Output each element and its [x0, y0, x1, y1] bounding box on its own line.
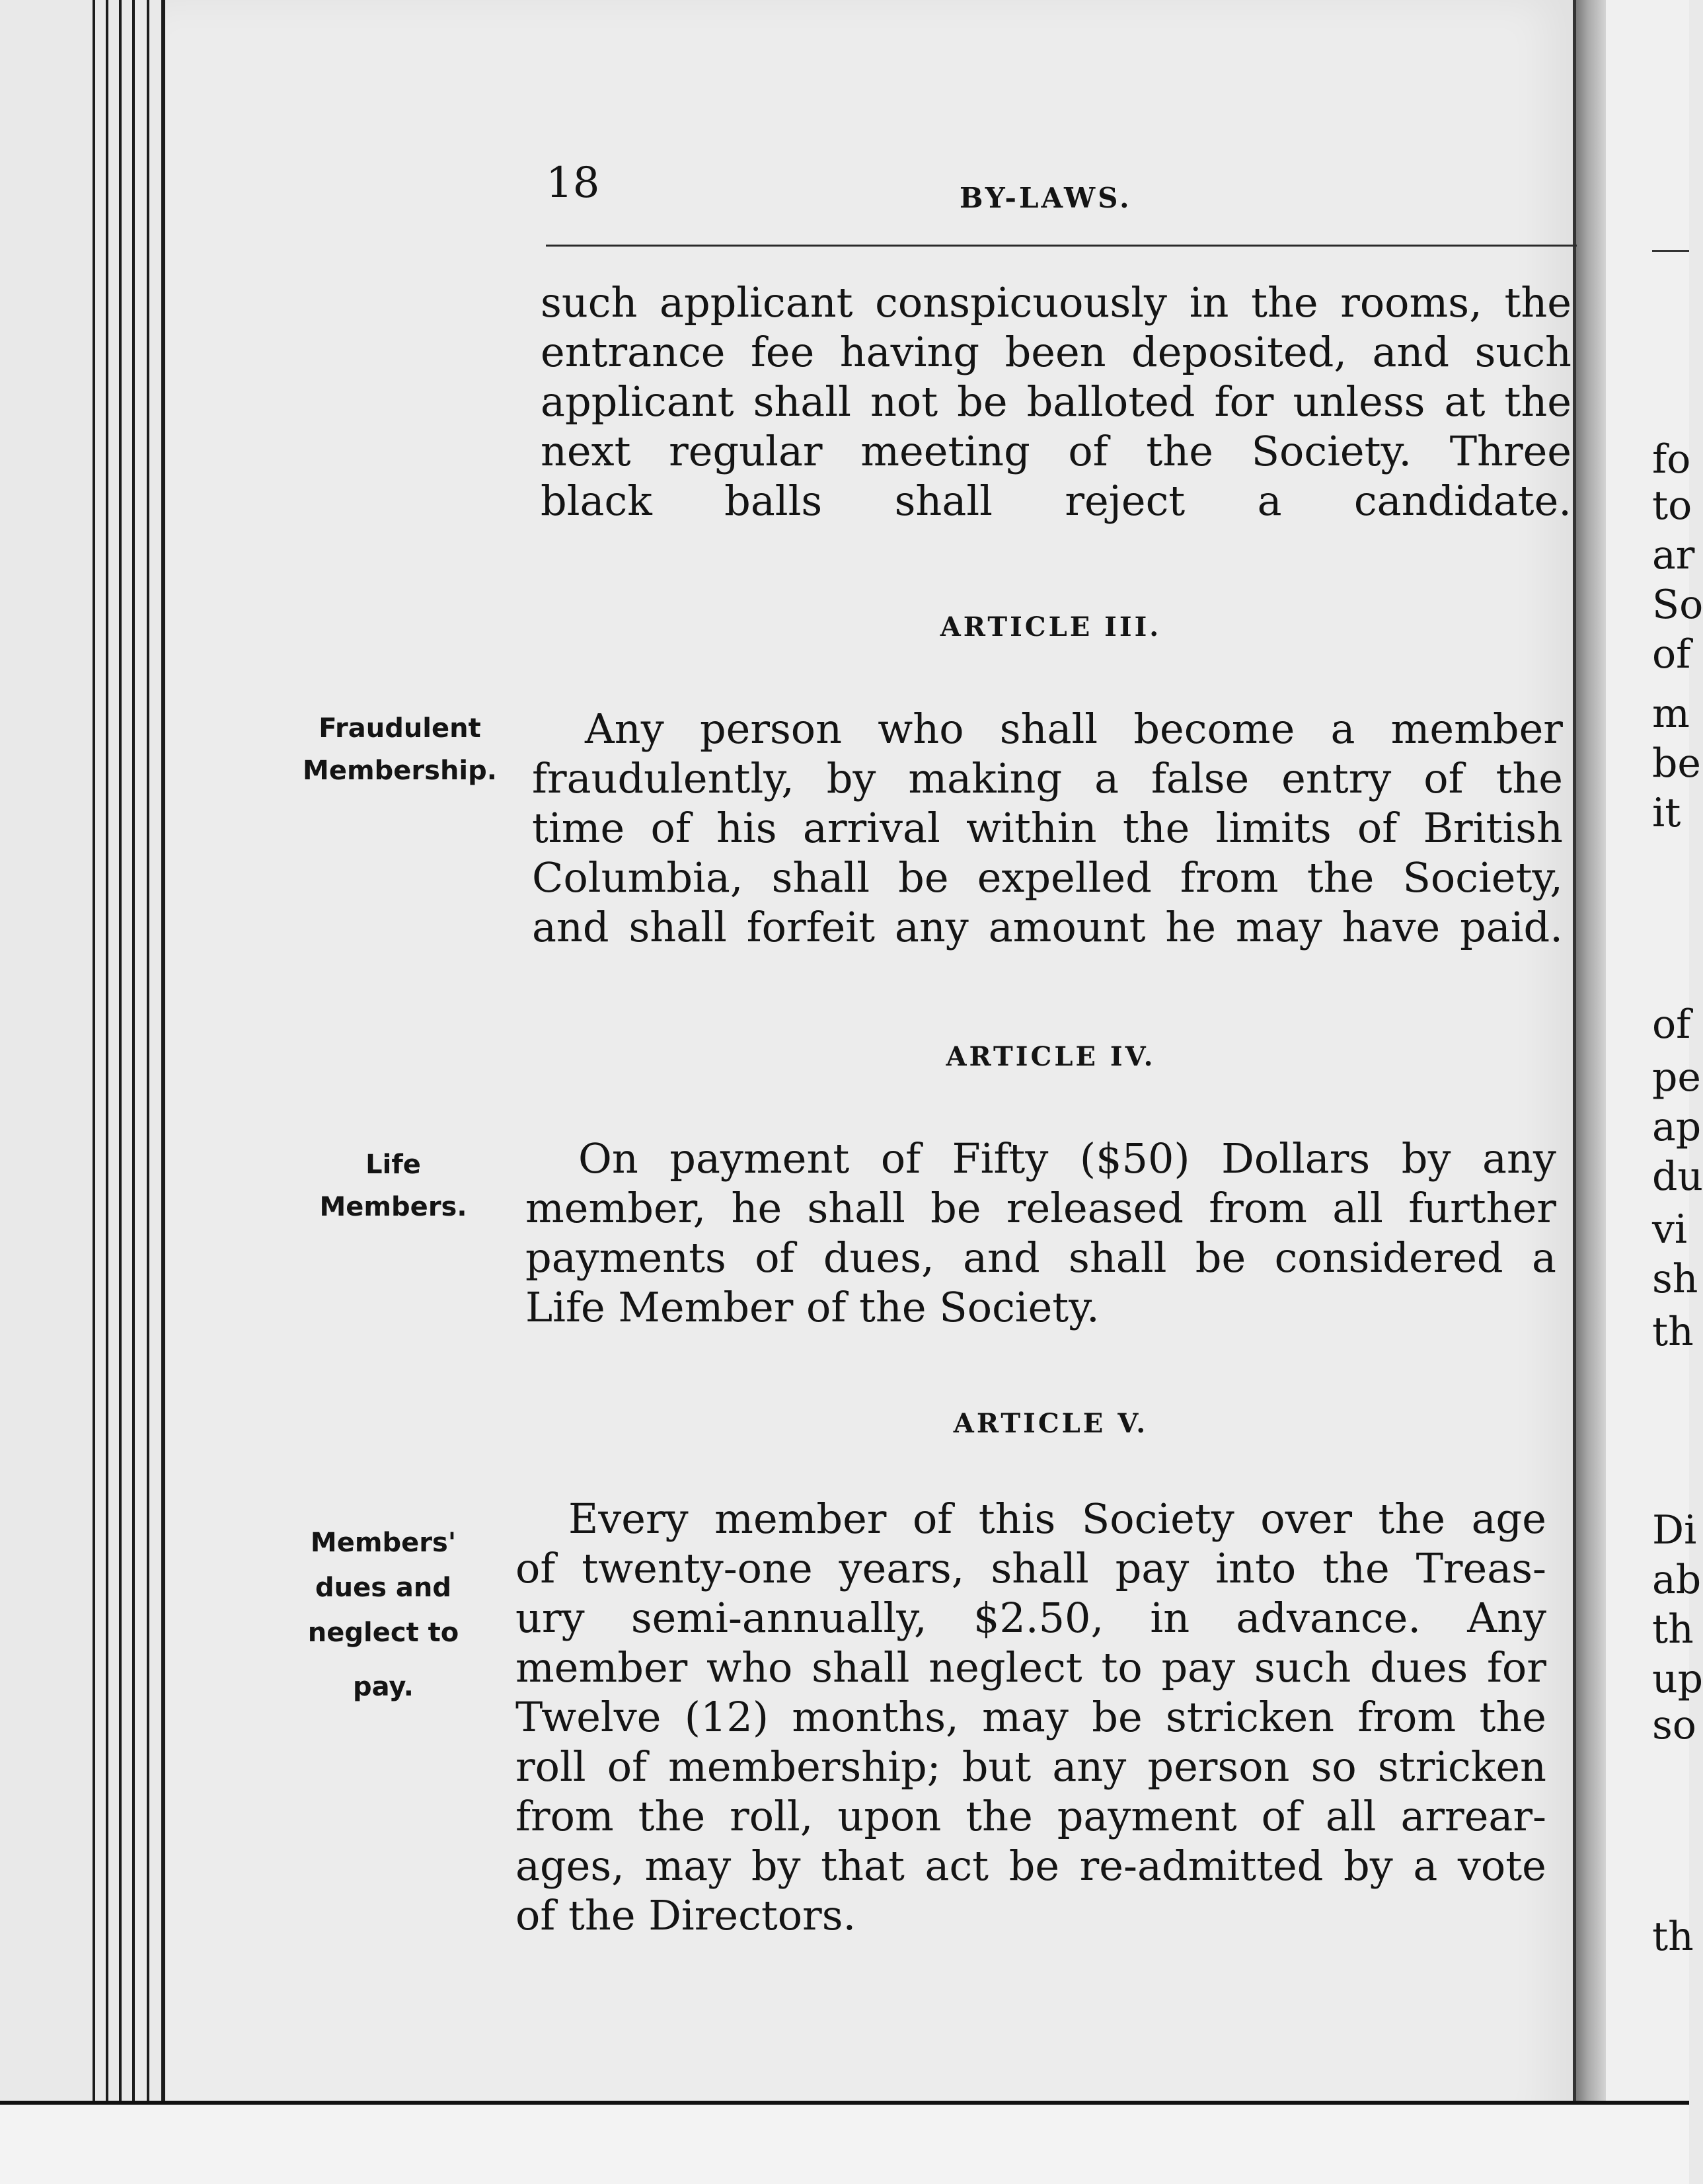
margin-note-line: pay.: [353, 1672, 414, 1702]
facing-fragment: fo: [1652, 436, 1691, 483]
text-line: ury semi-annually, $2.50, in advance. Any: [515, 1594, 1546, 1642]
text-line: of the Directors.: [515, 1891, 856, 1939]
facing-fragment: be: [1652, 740, 1701, 787]
margin-note: [274, 1520, 492, 1709]
article-body: [532, 704, 1563, 952]
page-edge: [93, 0, 95, 2184]
facing-fragment: th: [1652, 1914, 1694, 1960]
opening-paragraph: [541, 278, 1571, 526]
facing-fragment: ap: [1652, 1104, 1702, 1150]
article-heading: ARTICLE IV.: [946, 1041, 1156, 1072]
article-heading: ARTICLE V.: [953, 1408, 1149, 1439]
facing-fragment: Di: [1652, 1507, 1697, 1553]
text-line: ages, may by that act be re-admitted by a vote: [515, 1842, 1546, 1890]
facing-fragment: th: [1652, 1606, 1694, 1653]
facing-fragment: it: [1652, 790, 1681, 836]
text-line: time of his arrival within the limits of British: [532, 804, 1563, 852]
text-line: from the roll, upon the payment of all arrear-: [515, 1792, 1546, 1840]
facing-fragment: so: [1652, 1702, 1696, 1748]
facing-fragment: m: [1652, 691, 1690, 737]
text-line: On payment of Fifty ($50) Dollars by any: [578, 1134, 1556, 1183]
facing-fragment: of: [1652, 631, 1691, 678]
facing-fragment: vi: [1652, 1206, 1688, 1253]
text-line: Twelve (12) months, may be stricken from the: [515, 1693, 1546, 1741]
text-line: fraudulently, by making a false entry of the: [532, 754, 1563, 802]
text-line: roll of membership; but any person so stricken: [515, 1742, 1546, 1791]
text-line: member, he shall be released from all further: [525, 1184, 1556, 1232]
text-line: member who shall neglect to pay such dues for: [515, 1643, 1546, 1692]
text-line: Every member of this Society over the age: [568, 1495, 1546, 1543]
book-gutter: [1576, 0, 1606, 2184]
facing-page-rule: [1652, 250, 1689, 252]
facing-fragment: of: [1652, 1001, 1691, 1048]
text-line: payments of dues, and shall be considered a: [525, 1233, 1556, 1282]
running-title: BY-LAWS.: [960, 182, 1132, 214]
page-edge: [106, 0, 108, 2184]
margin-note: [284, 1144, 502, 1228]
facing-fragment: to: [1652, 483, 1692, 529]
text-line: black balls shall reject a candidate.: [541, 477, 1571, 525]
margin-note-line: Fraudulent: [319, 713, 481, 744]
text-line: Columbia, shall be expelled from the Society,: [532, 853, 1563, 902]
margin-note-line: Members.: [319, 1192, 467, 1222]
facing-fragment: So: [1652, 582, 1703, 628]
margin-note: [291, 707, 509, 792]
text-line: Any person who shall become a member: [585, 705, 1563, 753]
page-edge: [147, 0, 149, 2184]
facing-fragment: th: [1652, 1309, 1694, 1355]
text-line: applicant shall not be balloted for unless at the: [541, 377, 1571, 426]
text-line: entrance fee having been deposited, and such: [541, 328, 1571, 376]
article-body: [525, 1134, 1556, 1332]
facing-fragment: pe: [1652, 1054, 1701, 1101]
facing-fragment: sh: [1652, 1256, 1698, 1302]
margin-note-line: neglect to: [307, 1618, 459, 1648]
article-heading: ARTICLE III.: [940, 611, 1162, 643]
facing-fragment: up: [1652, 1656, 1703, 1702]
facing-fragment: ab: [1652, 1557, 1702, 1603]
facing-fragment: ar: [1652, 532, 1695, 578]
page-number: 18: [546, 159, 600, 208]
header-rule: [546, 245, 1577, 247]
margin-note-line: Life: [365, 1150, 421, 1180]
article-body: [515, 1494, 1546, 1940]
margin-note-line: Membership.: [303, 756, 497, 786]
facing-fragment: du: [1652, 1153, 1703, 1200]
page-edge: [119, 0, 122, 2184]
page-edge: [132, 0, 135, 2184]
margin-note-line: dues and: [315, 1573, 452, 1603]
text-line: Life Member of the Society.: [525, 1283, 1100, 1331]
text-line: next regular meeting of the Society. Three: [541, 427, 1571, 475]
text-line: of twenty-one years, shall pay into the Treas-: [515, 1544, 1546, 1592]
text-line: such applicant conspicuously in the rooms, the: [541, 278, 1571, 327]
book-bottom-edge: [0, 2101, 1689, 2184]
margin-note-line: Members': [310, 1528, 457, 1558]
text-line: and shall forfeit any amount he may have paid.: [532, 903, 1563, 951]
